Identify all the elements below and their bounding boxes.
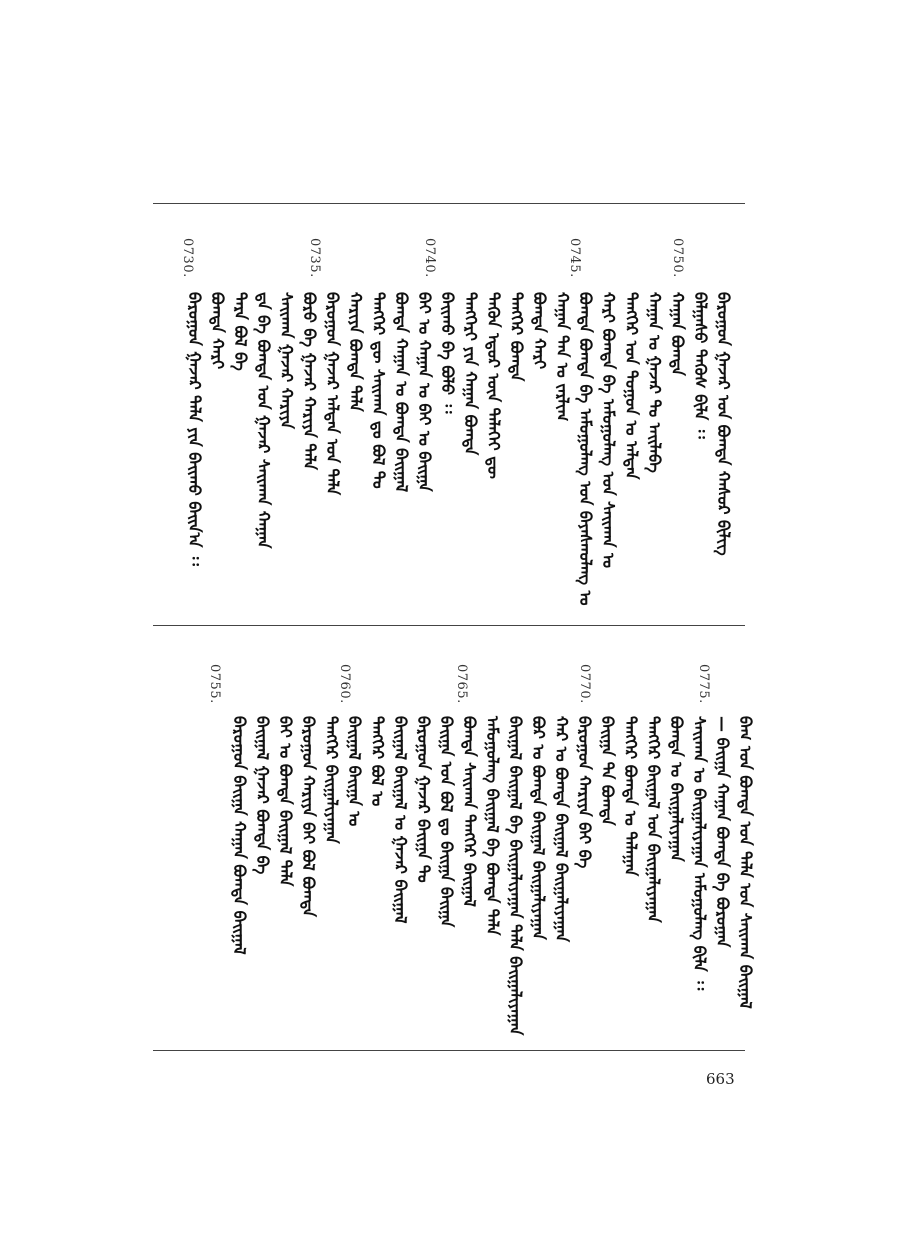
script-line: ᠰᠠᠢᠬᠠᠨ ᠭᠠᠵᠠᠷ ᠬᠠᠷᠢᠶᠠ [277,292,296,430]
script-line: ᠪᠠᠢᠭᠠ ᠤᠨ ᠪᠣᠯ ᠳᠤ ᠪᠠᠢᠭᠠ ᠪᠠᠢᠭᠠ [437,716,456,928]
script-line: ᠪᠠᠷᠤᠭᠤᠨ ᠬᠠᠷᠢᠶᠠ ᠪᠠᠢ ᠪᠠ [575,716,594,869]
script-line: ᠬᠠᠭᠠᠨ ᠤ ᠭᠠᠵᠠᠷ ᠲᠤ ᠠᠢᠯᠠᠪᠠ [645,292,664,473]
script-line: ᠪᠠᠢᠭᠠᠯ ᠪᠠᠢᠭᠠᠯ ᠤ ᠭᠠᠵᠠᠷ ᠪᠠᠢᠭᠠᠯ [391,716,410,924]
script-line: ᠬᠠᠷᠢ ᠪᠣᠭᠳᠠ ᠪᠠ ᠠᠮᠤᠭᠤᠯᠠᠩ ᠤᠨ ᠰᠠᠢᠬᠠᠨ ᠤ [599,292,618,568]
bottom-rule [153,1050,745,1051]
page-number: 663 [706,1070,735,1088]
script-line: ᠪᠠᠭ ᠤᠨ ᠪᠣᠭᠳᠠ ᠤᠨ ᠲᠠᠯᠠ ᠤᠨ ᠰᠠᠢᠬᠠᠨ ᠪᠠᠢᠭᠠᠯ [736,716,755,1009]
script-line: ᠲᠡᠭᠦᠨ ᠡᠳᠦᠷ ᠦᠨ ᠳᠡᠯᠡᠬᠡᠢ ᠳᠦ [484,292,503,479]
script-line: ᠲᠡᠩᠭᠡᠷᠢ ᠶᠢᠨ ᠬᠠᠭᠠᠨ ᠪᠣᠭᠳᠠ [461,292,480,456]
script-line: ᠪᠣᠭᠳᠠ ᠤ ᠪᠠᠢᠭᠠᠯᠢᠶᠠᠭᠠᠨ [667,716,686,862]
script-line: ᠲᠡᠩᠭᠡᠷ ᠪᠣᠭᠳᠠ ᠤ ᠲᠠᠯᠠᠭᠠᠨ [621,716,640,877]
line-number: 0755. [207,664,222,704]
script-line: ᠪᠣᠭᠳᠠ ᠬᠠᠭᠠᠨ ᠤ ᠪᠣᠭᠳᠠ ᠪᠠᠢᠭᠠᠯ [392,292,411,493]
script-line: ᠪᠠᠢ ᠤ ᠬᠠᠭᠠᠨ ᠤ ᠪᠠᠢ ᠤ ᠪᠠᠢᠭᠠ [415,292,434,492]
script-line: ᠲᠡᠩᠭᠡᠷ ᠪᠠᠢᠭᠠᠯᠢᠶᠠᠭᠠᠨ [322,716,341,844]
line-number: 0770. [577,664,592,704]
script-line: ᠲᠡᠷᠡ ᠪᠣᠯ ᠪᠠ [231,292,250,371]
middle-rule [153,625,745,626]
script-line: ᠲᠡᠩᠭᠡᠷ ᠪᠠᠢᠭᠠᠯ ᠤᠨ ᠪᠠᠢᠭᠠᠯᠢᠶᠠᠭᠠᠨ [644,716,663,923]
line-number: 0740. [422,238,437,278]
script-line: ᠪᠠᠢᠭᠠᠯ ᠪᠠᠢᠭᠠ ᠤ [345,716,364,827]
line-number: 0760. [337,664,352,704]
script-line: ᠪᠣᠷᠣ ᠪᠠ ᠭᠠᠵᠠᠷ ᠬᠠᠷᠢᠶᠠ ᠲᠠᠯᠠ [300,292,319,470]
top-rule [153,203,745,204]
script-line: ᠲᠡᠩᠭᠡᠷ ᠤᠨ ᠲᠣᠭᠣᠨ ᠤ ᠠᠯᠲᠠᠨ [622,292,641,480]
script-line: ᠪᠠᠢᠬᠤ ᠪᠠ ᠪᠣᠯᠤ ᠄᠄ [438,292,457,414]
script-line: ᠪᠠᠢᠭᠠᠯ ᠪᠠᠢᠭᠠᠯ ᠪᠠ ᠪᠠᠢᠭᠠᠯᠢᠶᠠᠭᠠᠨ ᠲᠠᠯᠠ ᠪᠠᠢᠭᠠᠯᠢᠶᠠᠭᠠᠨ [506,716,525,1036]
script-line: ᠪᠠᠢᠭᠠ ᠲᠠ ᠪᠣᠭᠳᠠ [598,716,617,826]
script-line: ᠪᠣᠭᠳᠠ ᠰᠠᠢᠬᠠᠨ ᠲᠡᠩᠭᠡᠷ ᠪᠠᠢᠭᠠᠯ [460,716,479,907]
line-number: 0745. [567,238,582,278]
script-line: ᠪᠠᠷᠤᠭᠤᠨ ᠭᠠᠵᠠᠷ ᠤᠨ ᠪᠣᠭᠳᠠ ᠬᠠᠰᠣᠷ ᠪᠢᠯᠢᠭ [714,292,733,556]
script-line: ᠲᠡᠩᠭᠡᠷ ᠳᠦ ᠰᠠᠢᠬᠠᠨ ᠳᠤ ᠪᠣᠯ ᠲᠤ [369,292,388,489]
line-number: 0730. [180,238,195,278]
script-line: ᠪᠠᠯᠭᠠᠰᠤ ᠲᠡᠭᠦᠰ ᠪᠢᠯᠡ ᠄᠄ [691,292,710,439]
script-line: ᠪᠠᠷᠤᠭᠤᠨ ᠭᠠᠵᠠᠷ ᠪᠠᠢᠭᠠ ᠲᠤ [414,716,433,883]
script-line: ᠪᠣᠷ ᠤ ᠪᠣᠭᠳᠠ ᠪᠠᠢᠭᠠᠯ ᠪᠠᠢᠭᠠᠯᠢᠶᠠᠭᠠᠨ [529,716,548,940]
script-line: ᠲᠡᠩᠭᠡᠷ ᠪᠣᠭᠳᠠ [507,292,526,382]
script-line: ᠪᠠᠷᠤᠭᠤᠨ ᠪᠠᠢᠭᠠ ᠬᠠᠭᠠᠨ ᠪᠣᠭᠳᠠ ᠪᠠᠢᠭᠠᠯ [230,716,249,955]
script-line: ᠰᠠᠢᠬᠠᠨ ᠤ ᠪᠠᠢᠭᠠᠯᠢᠶᠠᠭᠠᠨ ᠠᠮᠤᠭᠤᠯᠠᠩ ᠪᠢᠯᠡ ᠄᠄ [690,716,709,991]
script-line: ᠪᠠᠷᠤᠭᠤᠨ ᠬᠠᠷᠢᠶᠠ ᠪᠠᠢ ᠪᠣᠯ ᠪᠣᠭᠳᠠ [299,716,318,917]
script-line: ᠪᠣᠭᠳᠠ ᠬᠠᠷᠢ [530,292,549,370]
script-line: — ᠪᠠᠢᠭᠠ ᠬᠠᠭᠠᠨ ᠪᠣᠭᠳᠠ ᠪᠠ ᠪᠣᠷᠣᠭᠠᠨ [713,716,732,948]
script-line: ᠪᠠᠢ ᠤ ᠪᠣᠭᠳᠠ ᠪᠠᠢᠭᠠᠯ ᠲᠠᠯᠠ [276,716,295,887]
line-number: 0735. [307,238,322,278]
script-line: ᠪᠠᠢᠭᠠᠯ ᠭᠠᠵᠠᠷ ᠪᠣᠭᠳᠠ ᠪᠠ [253,716,272,875]
script-line: ᠬᠠᠷᠢᠶᠠ ᠪᠣᠭᠳᠠ ᠲᠠᠯᠠ [346,292,365,412]
script-line: ᠪᠠᠷᠤᠭᠤᠨ ᠭᠠᠵᠠᠷ ᠠᠯᠲᠠᠨ ᠤᠨ ᠲᠠᠯᠠ [323,292,342,496]
line-number: 0750. [670,238,685,278]
script-line: ᠠᠮᠤᠭᠤᠯᠠᠩ ᠪᠠᠢᠭᠠᠯ ᠪᠠ ᠪᠣᠭᠳᠠ ᠲᠠᠯᠠ [483,716,502,936]
script-line: ᠪᠠᠷᠤᠭᠤᠨ ᠭᠠᠵᠠᠷ ᠲᠠᠯᠠ ᠶᠢᠨ ᠪᠠᠢᠬᠤ ᠪᠠᠢᠨ᠎ᠠ ᠄᠄ [185,292,204,566]
script-line: ᠬᠠᠷ ᠤ ᠪᠣᠭᠳᠠ ᠪᠠᠢᠭᠠᠯ ᠪᠠᠢᠭᠠᠯᠢᠶᠠᠭᠠᠨ [552,716,571,943]
script-line: ᠬᠠᠭᠠᠨ ᠪᠣᠭᠳᠠ [668,292,687,376]
script-line: ᠲᠡᠩᠭᠡᠷ ᠪᠣᠯ ᠤ [368,716,387,807]
script-line: ᠪᠣᠭᠳᠠ ᠬᠠᠷᠢ [208,292,227,370]
line-number: 0765. [454,664,469,704]
script-line: ᠳᠠ ᠪᠠ ᠪᠣᠭᠳᠠ ᠤᠨ ᠭᠠᠵᠠᠷ ᠰᠠᠢᠬᠠᠨ ᠬᠠᠭᠠᠨ [254,292,273,549]
script-line: ᠬᠠᠭᠠᠨ ᠲᠡᠨ ᠤ ᠵᠠᠷᠯᠢᠭ [553,292,572,422]
script-line: ᠪᠣᠭᠳᠠ ᠪᠣᠭᠳᠠ ᠪᠠ ᠠᠮᠤᠭᠤᠯᠠᠩ ᠤᠨ ᠪᠠᠶᠠᠰᠬᠤᠯᠠᠩ ᠤ [576,292,595,606]
line-number: 0775. [696,664,711,704]
